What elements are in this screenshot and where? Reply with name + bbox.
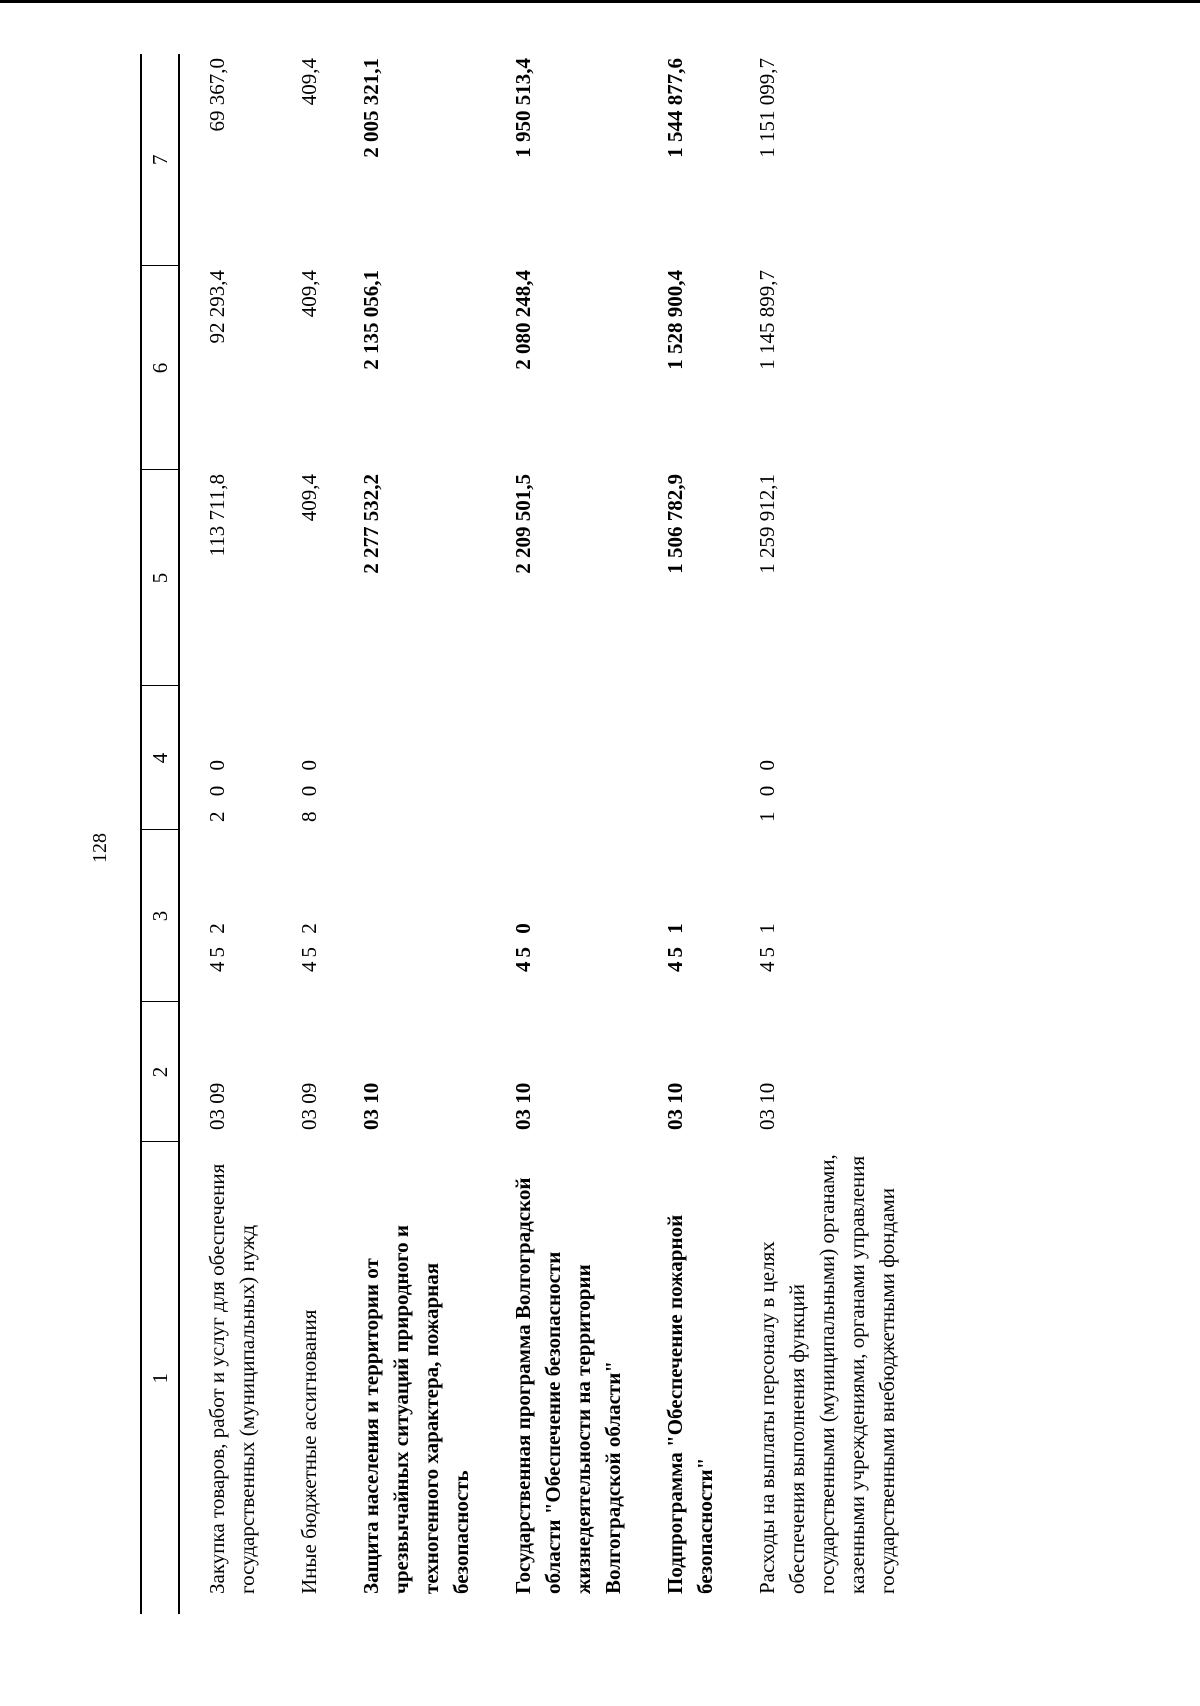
section-code: 03 10 (511, 1082, 535, 1130)
row-name: Подпрограмма "Обеспечение пожарной безопасности" (663, 1214, 717, 1594)
budget-table (140, 54, 912, 1614)
top-edge-line (0, 0, 1200, 3)
table-row (272, 54, 334, 1614)
amount-col5: 2 209 501,5 (511, 474, 535, 574)
row-name: Государственная программа Волгоградской области "Обеспечение безопасности жизнедеятельности на территории Волгоградской области" (511, 1177, 625, 1594)
column-header: 5 (141, 470, 179, 686)
section-code: 03 09 (297, 1082, 321, 1130)
rotated-table-container (140, 54, 900, 1614)
amount-col5: 113 711,8 (205, 474, 229, 557)
amount-col7: 2 005 321,1 (359, 58, 383, 158)
section-code: 03 10 (359, 1082, 383, 1130)
amount-col6: 2 080 248,4 (511, 270, 535, 370)
program-code: 45 2 (205, 919, 229, 972)
amount-col6: 1 528 900,4 (663, 270, 687, 370)
amount-col6: 2 135 056,1 (359, 270, 383, 370)
section-code: 03 10 (755, 1082, 779, 1130)
expense-type-code: 2 0 0 (205, 755, 229, 822)
amount-col7: 1 151 099,7 (755, 58, 779, 158)
column-header: 2 (141, 1002, 179, 1142)
expense-type-code: 1 0 0 (755, 755, 779, 822)
program-code (334, 830, 486, 1002)
amount-col5: 409,4 (297, 474, 321, 522)
program-code: 45 0 (511, 919, 535, 972)
expense-type-code: 8 0 0 (297, 755, 321, 822)
amount-col6: 92 293,4 (205, 270, 229, 344)
column-header: 7 (141, 54, 179, 266)
header-row (141, 54, 179, 1614)
amount-col6: 1 145 899,7 (755, 270, 779, 370)
column-header: 1 (141, 1142, 179, 1614)
program-code: 45 1 (663, 919, 687, 972)
section-code: 03 09 (205, 1082, 229, 1130)
table-row (638, 54, 730, 1614)
table-row (730, 54, 912, 1614)
amount-col5: 1 506 782,9 (663, 474, 687, 574)
amount-col5: 1 259 912,1 (755, 474, 779, 574)
program-code: 45 2 (297, 919, 321, 972)
column-header: 4 (141, 686, 179, 830)
page-number: 128 (88, 833, 111, 863)
section-code: 03 10 (663, 1082, 687, 1130)
amount-col5: 2 277 532,2 (359, 474, 383, 574)
expense-type-code (334, 686, 486, 830)
program-code: 45 1 (755, 919, 779, 972)
expense-type-code (638, 686, 730, 830)
column-header: 3 (141, 830, 179, 1002)
amount-col7: 1 950 513,4 (511, 58, 535, 158)
table-row (334, 54, 486, 1614)
amount-col7: 69 367,0 (205, 58, 229, 132)
row-name: Защита населения и территории от чрезвычайных ситуаций природного и техногенного характера, пожарная безопасность (359, 1225, 473, 1594)
table-row (179, 54, 272, 1614)
column-header: 6 (141, 266, 179, 470)
expense-type-code (486, 686, 638, 830)
amount-col7: 409,4 (297, 58, 321, 106)
amount-col6: 409,4 (297, 270, 321, 318)
row-name: Закупка товаров, работ и услуг для обеспечения государственных (муниципальных) нужд (205, 1163, 259, 1594)
row-name: Расходы на выплаты персоналу в целях обеспечения выполнения функций государственными (муниципальными) органами, казенными учреждениями, органами управления государственными внебюджетными фондами (755, 1154, 899, 1594)
row-name: Иные бюджетные ассигнования (297, 1309, 321, 1594)
table-row (486, 54, 638, 1614)
amount-col7: 1 544 877,6 (663, 58, 687, 158)
